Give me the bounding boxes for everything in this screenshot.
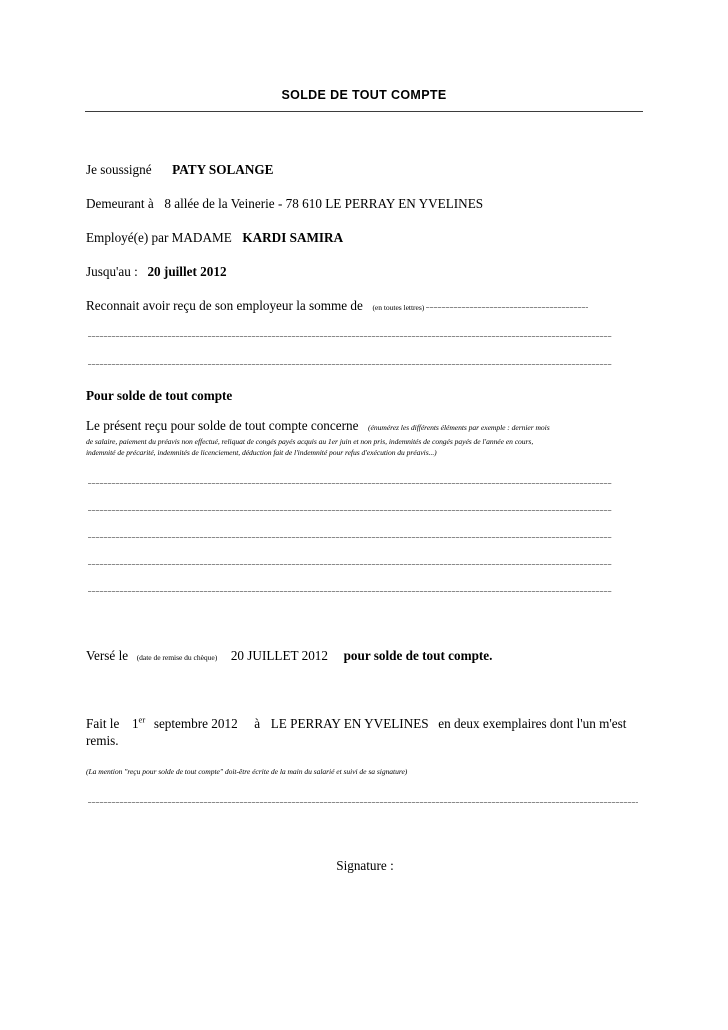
undersigned-line <box>86 162 273 179</box>
section-heading: Pour solde de tout compte <box>86 388 233 403</box>
made-at-label: à <box>254 716 261 731</box>
mention-note: (La mention "reçu pour solde de tout compte" doit-être écrite de la main du salarié et suivi de sa signature) <box>86 767 408 776</box>
concerns-hint-line-2: de salaire, paiement du préavis non effectué, reliquat de congés payés acquis au 1er juin et non pris, indemnités de congés payés de l'année en cours, <box>86 436 534 446</box>
sum-text: Reconnait avoir reçu de son employeur la somme de <box>86 298 363 313</box>
until-line <box>86 264 227 281</box>
paid-date: 20 JUILLET 2012 <box>230 648 328 663</box>
signature-label: Signature : <box>336 858 394 873</box>
sum-line <box>86 298 588 315</box>
amount-fill-line-2[interactable] <box>88 364 612 365</box>
sum-fill-line[interactable] <box>426 307 588 308</box>
page-title: SOLDE DE TOUT COMPTE <box>281 88 447 102</box>
concerns-block <box>86 418 634 458</box>
address-value: 8 allée de la Veinerie - 78 610 LE PERRAY EN YVELINES <box>164 196 484 211</box>
paid-line <box>86 648 492 665</box>
undersigned-label: Je soussigné <box>86 162 152 177</box>
details-fill-line-4[interactable] <box>88 564 612 565</box>
made-ordinal: er <box>138 714 146 725</box>
concerns-text: Le présent reçu pour solde de tout compte concerne <box>86 418 359 433</box>
details-fill-line-5[interactable] <box>88 591 612 592</box>
employer-name: KARDI SAMIRA <box>242 230 344 245</box>
address-line <box>86 196 483 213</box>
employee-name: PATY SOLANGE <box>172 162 274 177</box>
paid-hint: (date de remise du chèque) <box>136 653 218 662</box>
employer-label: Employé(e) par MADAME <box>86 230 232 245</box>
paid-suffix: pour solde de tout compte. <box>343 648 493 663</box>
made-place: LE PERRAY EN YVELINES <box>270 716 429 731</box>
made-prefix: Fait le <box>86 716 120 731</box>
made-month-year: septembre 2012 <box>153 716 238 731</box>
made-day: 1 <box>131 716 139 731</box>
concerns-hint-line-3: indemnité de précarité, indemnités de licenciement, déduction fait de l'indemnité pour refus d'exécution du préavis...) <box>86 447 437 457</box>
details-fill-line-1[interactable] <box>88 483 612 484</box>
title-divider <box>85 111 643 112</box>
employer-line <box>86 230 343 247</box>
paid-label: Versé le <box>86 648 129 663</box>
address-label: Demeurant à <box>86 196 154 211</box>
made-line <box>86 716 634 750</box>
details-fill-line-3[interactable] <box>88 537 612 538</box>
signature-fill-line[interactable] <box>88 802 638 803</box>
amount-fill-line-1[interactable] <box>88 336 612 337</box>
concerns-hint-line-1: (énumérez les différents éléments par exemple : dernier mois <box>368 423 550 432</box>
until-date: 20 juillet 2012 <box>147 264 227 279</box>
until-label: Jusqu'au : <box>86 264 138 279</box>
details-fill-line-2[interactable] <box>88 510 612 511</box>
made-tail: en deux exemplaires dont l'un m'est remis. <box>86 716 627 748</box>
sum-hint: (en toutes lettres) <box>372 303 425 312</box>
